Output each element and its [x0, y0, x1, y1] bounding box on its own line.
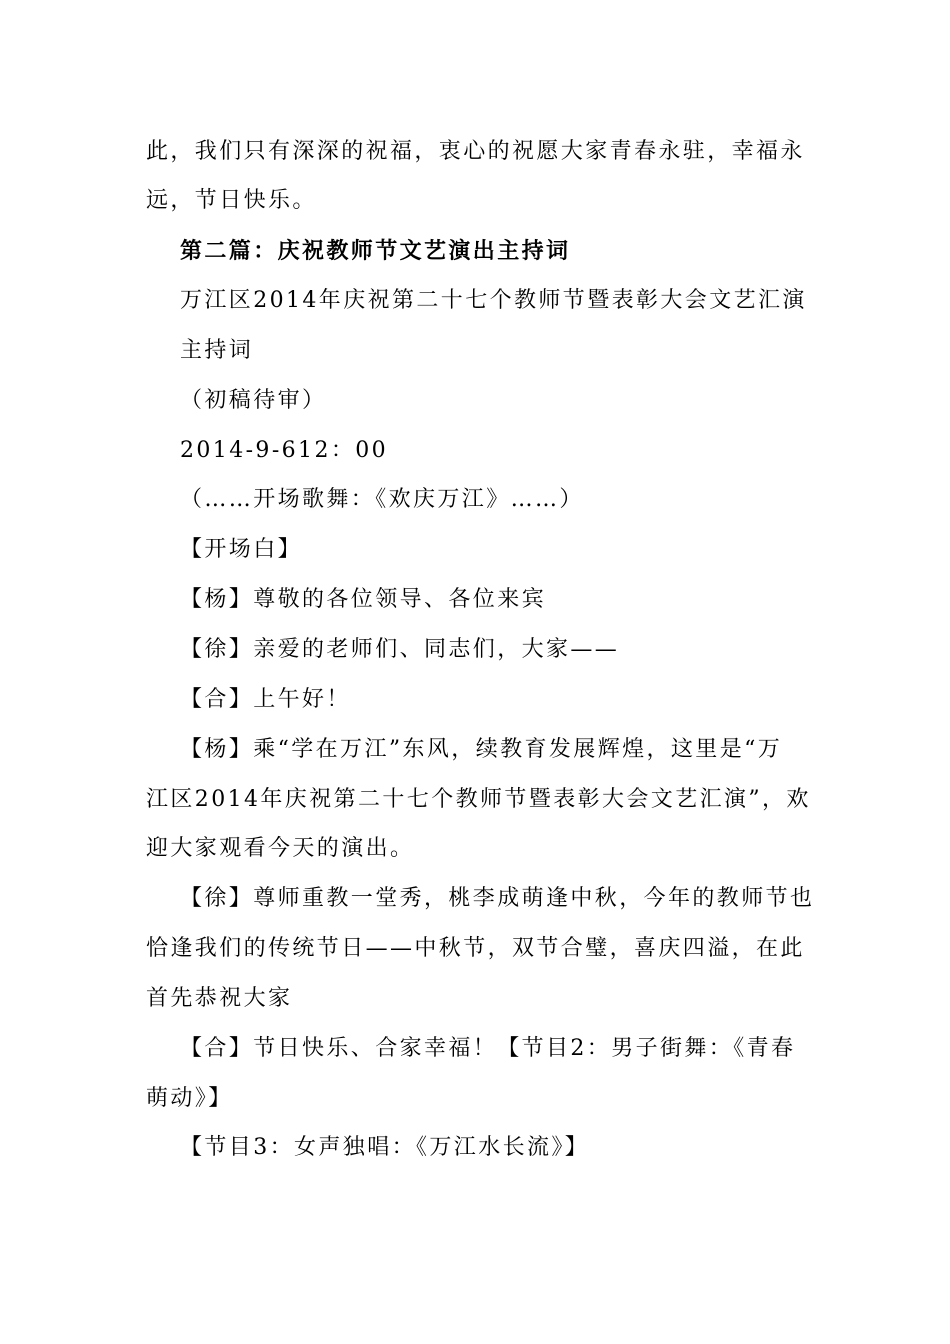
- text-line: 【杨】乘“学在万江”东风，续教育发展辉煌，这里是“万: [180, 737, 783, 762]
- text-line: 【徐】尊师重教一堂秀，桃李成萌逢中秋，今年的教师节也: [180, 886, 815, 911]
- text-line: 恰逢我们的传统节日——中秋节，双节合璧，喜庆四溢，在此: [146, 936, 805, 961]
- text-line: 万江区2014年庆祝第二十七个教师节暨表彰大会文艺汇演: [180, 288, 807, 313]
- text-line: 首先恭祝大家: [146, 986, 293, 1011]
- text-line: 远，节日快乐。: [146, 188, 317, 213]
- text-line: 【合】节日快乐、合家幸福！【节目2：男子街舞：《青春: [180, 1036, 796, 1061]
- text-line: 萌动》】: [146, 1086, 233, 1111]
- text-line: 迎大家观看今天的演出。: [146, 836, 415, 861]
- section-heading: 第二篇：庆祝教师节文艺演出主持词: [180, 238, 571, 264]
- text-line: 江区2014年庆祝第二十七个教师节暨表彰大会文艺汇演”，欢: [146, 787, 811, 812]
- text-line: 【节目3：女声独唱：《万江水长流》】: [180, 1135, 590, 1160]
- text-line: （初稿待审）: [180, 388, 327, 413]
- text-line: 此，我们只有深深的祝福，衷心的祝愿大家青春永驻，幸福永: [146, 139, 805, 164]
- text-line: 2014-9-612：00: [180, 438, 389, 463]
- text-line: 【开场白】: [180, 537, 303, 562]
- text-line: 【合】上午好！: [180, 687, 351, 712]
- text-line: 【杨】尊敬的各位领导、各位来宾: [180, 587, 547, 612]
- text-line: 【徐】亲爱的老师们、同志们，大家——: [180, 637, 620, 662]
- text-line: （……开场歌舞：《欢庆万江》……）: [180, 487, 584, 512]
- text-line: 主持词: [180, 338, 254, 363]
